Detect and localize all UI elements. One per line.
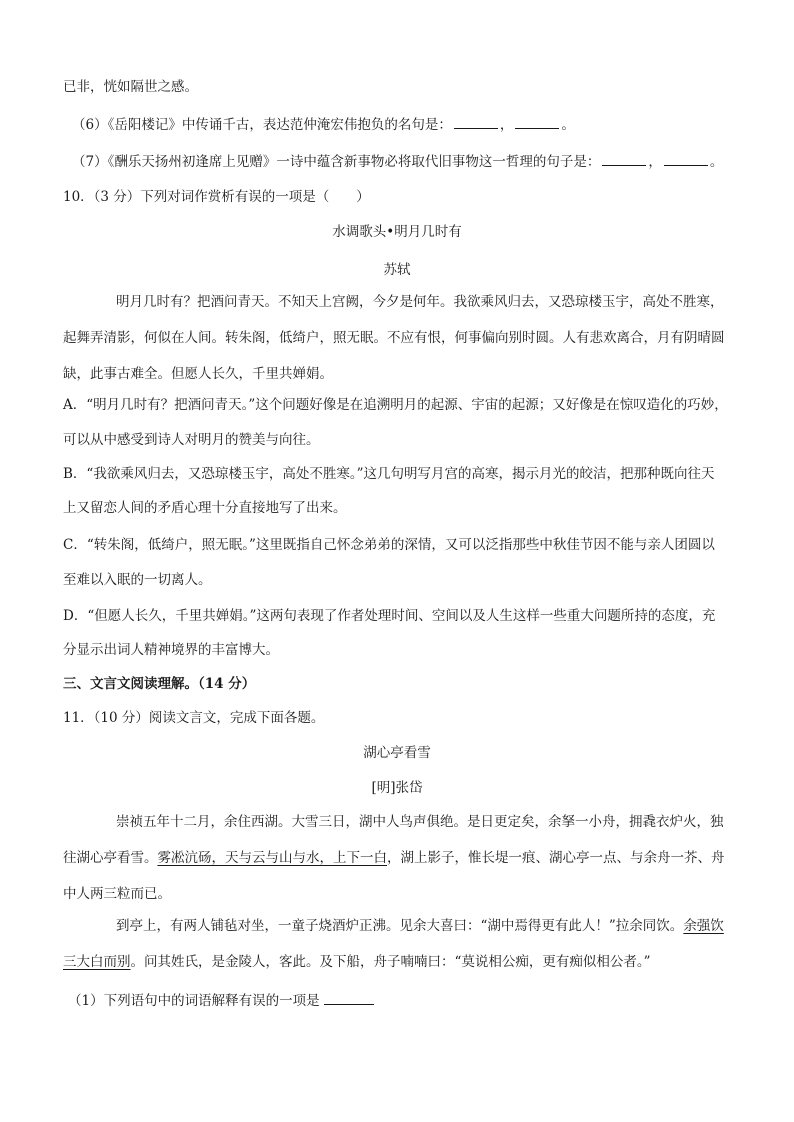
option-b: B．“我欲乘风归去，又恐琼楼玉宇，高处不胜寒。”这几句明写月宫的高寒，揭示月光的皎洁，把那种既向往天 — [63, 466, 715, 482]
prose-text: 。问其姓氏，是金陵人，客此。及下船，舟子喃喃曰：“莫说相公痴，更有痴似相公者。” — [130, 954, 651, 970]
poem-text-line: 缺，此事古难全。但愿人长久，千里共婵娟。 — [63, 366, 333, 382]
question-6 — [72, 114, 575, 135]
prose-text: 往湖心亭看雪。 — [63, 850, 158, 866]
prose-text: 到亭上，有两人铺毡对坐，一童子烧酒炉正沸。见余大喜曰：“湖中焉得更有此人！”拉余同饮。 — [116, 918, 684, 934]
option-a-cont: 可以从中感受到诗人对明月的赞美与向往。 — [63, 432, 320, 448]
option-d-cont: 分显示出词人精神境界的丰富博大。 — [63, 642, 279, 658]
poem-title: 水调歌头•明月几时有 — [332, 224, 462, 240]
option-d: D．“但愿人长久，千里共婵娟。”这两句表现了作者处理时间、空间以及人生这样一些重大问题所持的态度，充 — [63, 608, 716, 624]
prose-text-line: 崇祯五年十二月，余住西湖。大雪三日，湖中人鸟声俱绝。是日更定矣，余拏一小舟，拥毳衣炉火，独 — [116, 814, 724, 830]
poem-text-line: 明月几时有？把酒问青天。不知天上宫阙，今夕是何年。我欲乘风归去，又恐琼楼玉宇，高处不胜寒， — [116, 294, 724, 310]
section-heading: 三、文言文阅读理解。（14 分） — [63, 676, 256, 692]
prose-author: [明]张岱 — [371, 780, 423, 796]
option-b-cont: 上又留恋人间的矛盾心理十分直接地写了出来。 — [63, 500, 347, 516]
underlined-sentence: 余强饮 — [683, 918, 724, 934]
punct-comma: ， — [648, 154, 662, 170]
poem-text-line: 起舞弄清影，何似在人间。转朱阁，低绮户，照无眠。不应有恨，何事偏向别时圆。人有悲欢离合，月有阴晴圆 — [63, 330, 725, 346]
underlined-sentence: 雾凇沆砀，天与云与山与水，上下一白 — [157, 850, 387, 866]
punct-comma: ， — [499, 117, 514, 133]
prose-text-line — [63, 848, 725, 868]
question-7-text: （7）《酬乐天扬州初逢席上见赠》一诗中蕴含新事物必将取代旧事物这一哲理的句子是： — [72, 154, 601, 170]
answer-blank[interactable] — [515, 114, 559, 129]
prose-text-line — [116, 916, 724, 936]
sub-question-1-text: （1）下列语句中的词语解释有误的一项是 — [68, 993, 320, 1009]
question-7 — [72, 151, 723, 172]
answer-blank[interactable] — [602, 151, 646, 166]
underlined-sentence: 三大白而别 — [63, 954, 131, 970]
poem-author: 苏轼 — [383, 262, 411, 278]
prose-text-line: 中人两三粒而已。 — [63, 886, 171, 902]
punct-period: 。 — [561, 117, 575, 133]
answer-blank[interactable] — [454, 114, 498, 129]
prose-title: 湖心亭看雪 — [363, 745, 431, 761]
prose-text: ，湖上影子，惟长堤一痕、湖心亭一点、与余舟一芥、舟 — [387, 850, 725, 866]
option-a: A．“明月几时有？把酒问青天。”这个问题好像是在追溯明月的起源、宇宙的起源；又好像是在惊叹造化的巧妙， — [63, 397, 728, 413]
answer-blank[interactable] — [664, 151, 708, 166]
sub-question-1 — [68, 990, 374, 1011]
question-10: 10．（3 分）下列对词作赏析有误的一项是（ ） — [63, 189, 370, 205]
answer-blank[interactable] — [324, 990, 374, 1005]
option-c: C．“转朱阁，低绮户，照无眠。”这里既指自己怀念弟弟的深情，又可以泛指那些中秋佳节因不能与亲人团圆以 — [63, 537, 715, 553]
punct-period: 。 — [709, 154, 724, 170]
question-6-text: （6）《岳阳楼记》中传诵千古，表达范仲淹宏伟抱负的名句是： — [72, 117, 452, 133]
prose-text-line — [63, 952, 651, 972]
question-11: 11．（10 分）阅读文言文，完成下面各题。 — [63, 710, 325, 726]
option-c-cont: 至难以入眠的一切离人。 — [63, 572, 212, 588]
text-line: 已非，恍如隔世之感。 — [63, 79, 198, 95]
